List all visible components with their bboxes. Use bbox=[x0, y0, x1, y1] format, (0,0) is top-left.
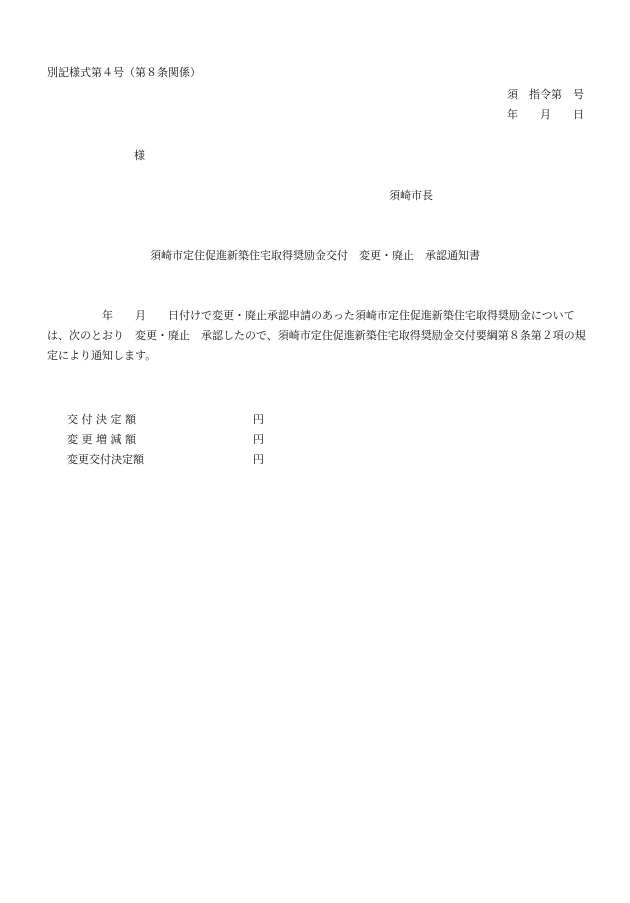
amount-label: 交 付 決 定 額 bbox=[67, 413, 136, 426]
document-number: 須 指令第 号 bbox=[507, 88, 584, 101]
amount-row-change bbox=[67, 430, 264, 450]
amount-unit: 円 bbox=[253, 433, 264, 446]
addressee: 様 bbox=[134, 149, 145, 162]
document-title: 須崎市定住促進新築住宅取得奨励金交付 変更・廃止 承認通知書 bbox=[150, 249, 480, 262]
body-paragraph: 年 月 日付けで変更・廃止承認申請のあった須崎市定住促進新築住宅取得奨励金については、次のとおり 変更・廃止 承認したので、須崎市定住促進新築住宅取得奨励金交付要綱第８条第２項の規定により通知します。 bbox=[47, 309, 586, 362]
amount-unit: 円 bbox=[253, 453, 264, 466]
sender: 須崎市長 bbox=[389, 189, 433, 202]
amount-unit: 円 bbox=[253, 413, 264, 426]
amount-label: 変 更 増 減 額 bbox=[67, 433, 136, 446]
amount-row-revised bbox=[67, 450, 264, 470]
amount-label: 変更交付決定額 bbox=[67, 453, 144, 466]
form-label: 別記様式第４号（第８条関係） bbox=[47, 66, 201, 79]
issue-date: 年 月 日 bbox=[507, 108, 584, 121]
amount-row-decided bbox=[67, 410, 264, 430]
